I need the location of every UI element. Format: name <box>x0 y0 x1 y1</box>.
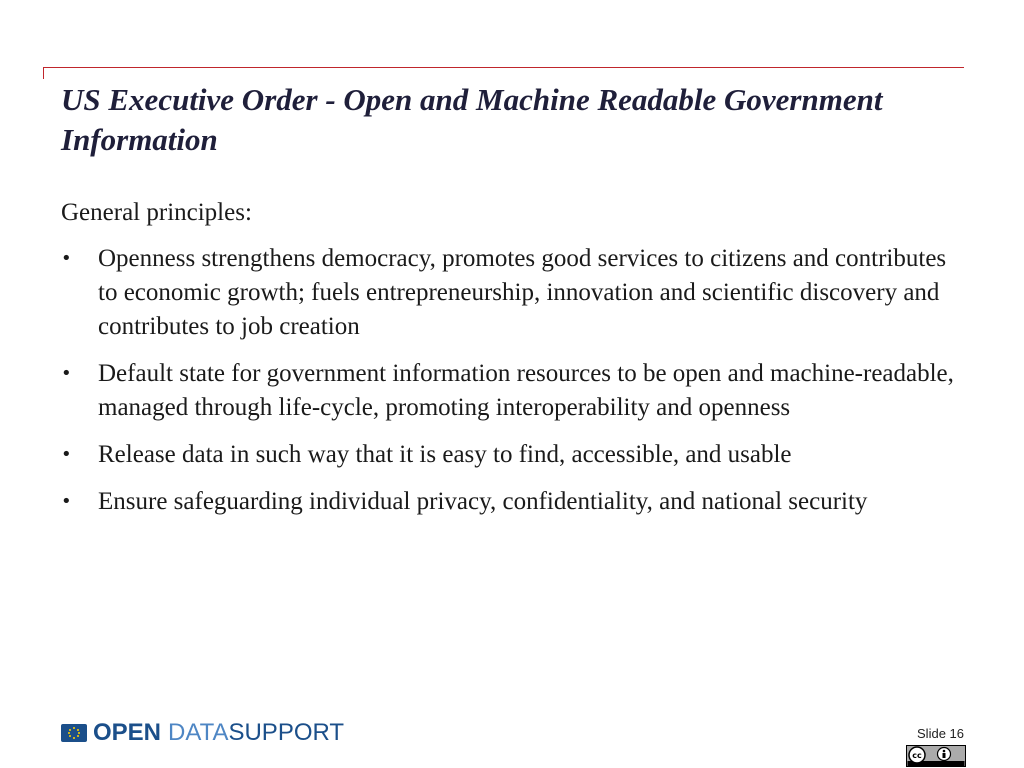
open-data-support-logo <box>61 718 344 748</box>
logo-open-text: OPEN <box>93 719 162 746</box>
bullet-item <box>61 438 971 472</box>
logo-support-text: SUPPORT <box>228 719 345 746</box>
bullet-icon: • <box>61 248 72 269</box>
bullet-list <box>61 242 971 519</box>
bullet-text: Default state for government information resources to be open and machine-readable, managed through life-cycle, promoting interoperability and openness <box>98 360 954 421</box>
header-rule-tick <box>43 67 44 79</box>
slide-body <box>61 196 971 532</box>
eu-flag-icon <box>61 724 87 742</box>
slide-number: Slide 16 <box>917 726 964 741</box>
bullet-item <box>61 242 971 344</box>
bullet-item <box>61 485 971 519</box>
svg-text:cc: cc <box>912 751 922 760</box>
bullet-icon: • <box>61 363 72 384</box>
bullet-text: Openness strengthens democracy, promotes good services to citizens and contributes to economic growth; fuels entrepreneurship, innovation and scientific discovery and contributes to job creation <box>98 245 947 340</box>
intro-text: General principles: <box>61 199 252 226</box>
logo-data-text: DATA <box>168 719 229 746</box>
bullet-item <box>61 357 971 425</box>
bullet-text: Release data in such way that it is easy to find, accessible, and usable <box>98 441 792 468</box>
bullet-text: Ensure safeguarding individual privacy, confidentiality, and national security <box>98 488 868 515</box>
header-rule <box>43 67 964 68</box>
bullet-icon: • <box>61 444 72 465</box>
bullet-icon: • <box>61 491 72 512</box>
cc-by-icon <box>906 745 966 767</box>
slide-title: US Executive Order - Open and Machine Readable Government Information <box>61 82 883 157</box>
